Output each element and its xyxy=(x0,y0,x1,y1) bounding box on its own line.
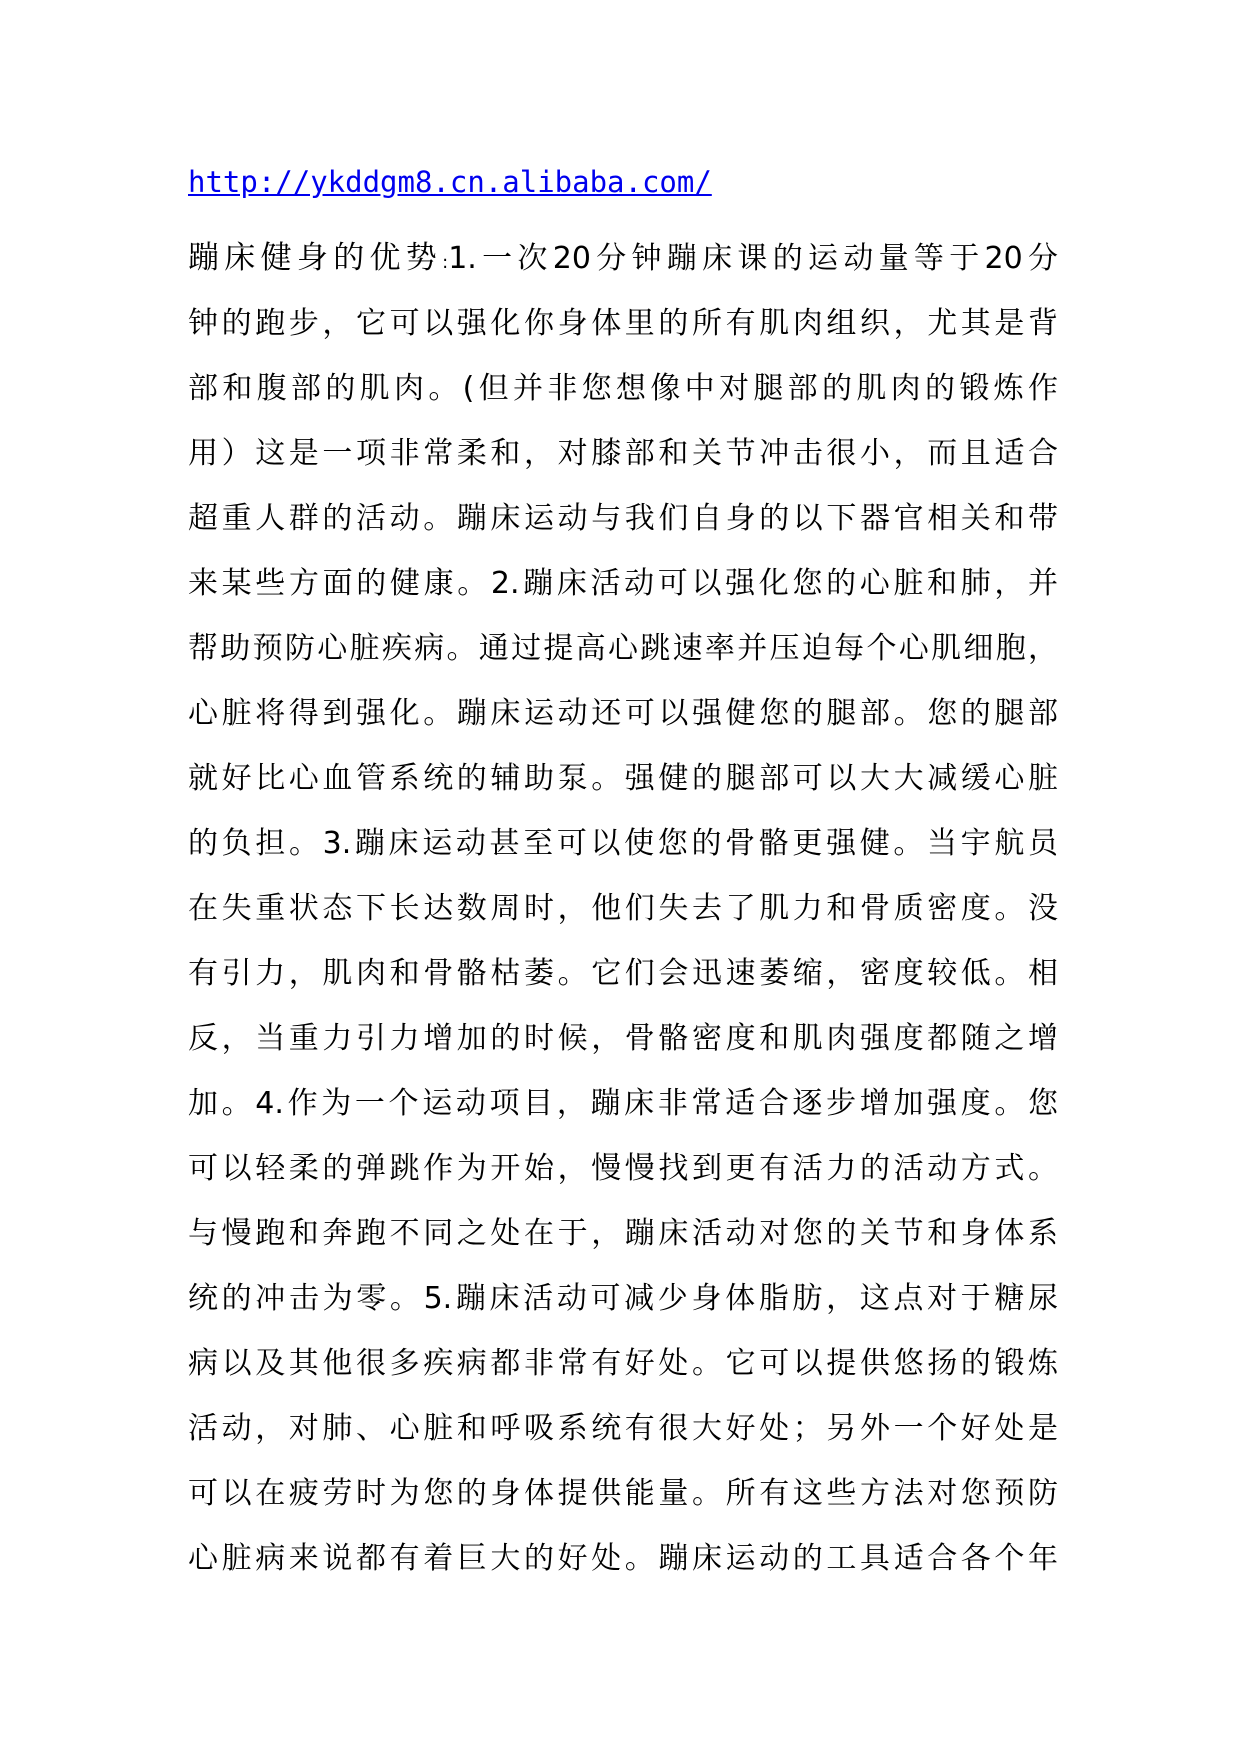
article-line: 可以在疲劳时为您的身体提供能量。所有这些方法对您预防 xyxy=(188,1476,1058,1511)
article-line: 可以轻柔的弹跳作为开始，慢慢找到更有活力的活动方式。 xyxy=(188,1151,1058,1186)
article-line: 心脏将得到强化。蹦床运动还可以强健您的腿部。您的腿部 xyxy=(188,696,1058,731)
article-line: 活动，对肺、心脏和呼吸系统有很大好处；另外一个好处是 xyxy=(188,1411,1058,1446)
article-line: 与慢跑和奔跑不同之处在于，蹦床活动对您的关节和身体系 xyxy=(188,1216,1058,1251)
article-line: 反，当重力引力增加的时候，骨骼密度和肌肉强度都随之增 xyxy=(188,1021,1058,1056)
article-line: 病以及其他很多疾病都非常有好处。它可以提供悠扬的锻炼 xyxy=(188,1346,1058,1381)
heading-colon: : xyxy=(442,252,449,273)
article-line: 部和腹部的肌肉。(但并非您想像中对腿部的肌肉的锻炼作 xyxy=(188,371,1058,406)
article-line: 超重人群的活动。蹦床运动与我们自身的以下器官相关和带 xyxy=(188,501,1058,536)
article-line: 帮助预防心脏疾病。通过提高心跳速率并压迫每个心肌细胞， xyxy=(188,631,1058,666)
article-line: 钟的跑步，它可以强化你身体里的所有肌肉组织，尤其是背 xyxy=(188,306,1058,341)
article-line: 加。4.作为一个运动项目，蹦床非常适合逐步增加强度。您 xyxy=(188,1086,1058,1121)
article-line: 的负担。3.蹦床运动甚至可以使您的骨骼更强健。当宇航员 xyxy=(188,826,1058,861)
article-body xyxy=(188,226,1058,1591)
alibaba-link[interactable]: http://ykddgm8.cn.alibaba.com/ xyxy=(188,165,712,199)
article-line: 在失重状态下长达数周时，他们失去了肌力和骨质密度。没 xyxy=(188,891,1058,926)
article-line: 统的冲击为零。5.蹦床活动可减少身体脂肪，这点对于糖尿 xyxy=(188,1281,1058,1316)
article-line: 来某些方面的健康。2.蹦床活动可以强化您的心脏和肺，并 xyxy=(188,566,1058,601)
article-line xyxy=(188,226,1058,291)
article-line: 有引力，肌肉和骨骼枯萎。它们会迅速萎缩，密度较低。相 xyxy=(188,956,1058,991)
article-line: 就好比心血管系统的辅助泵。强健的腿部可以大大减缓心脏 xyxy=(188,761,1058,796)
article-line: 心脏病来说都有着巨大的好处。蹦床运动的工具适合各个年 xyxy=(188,1541,1058,1576)
article-line: 用）这是一项非常柔和，对膝部和关节冲击很小，而且适合 xyxy=(188,436,1058,471)
article-heading: 蹦床健身的优势 xyxy=(188,240,443,276)
article-line-text: 1.一次20分钟蹦床课的运动量等于20分 xyxy=(448,241,1058,276)
